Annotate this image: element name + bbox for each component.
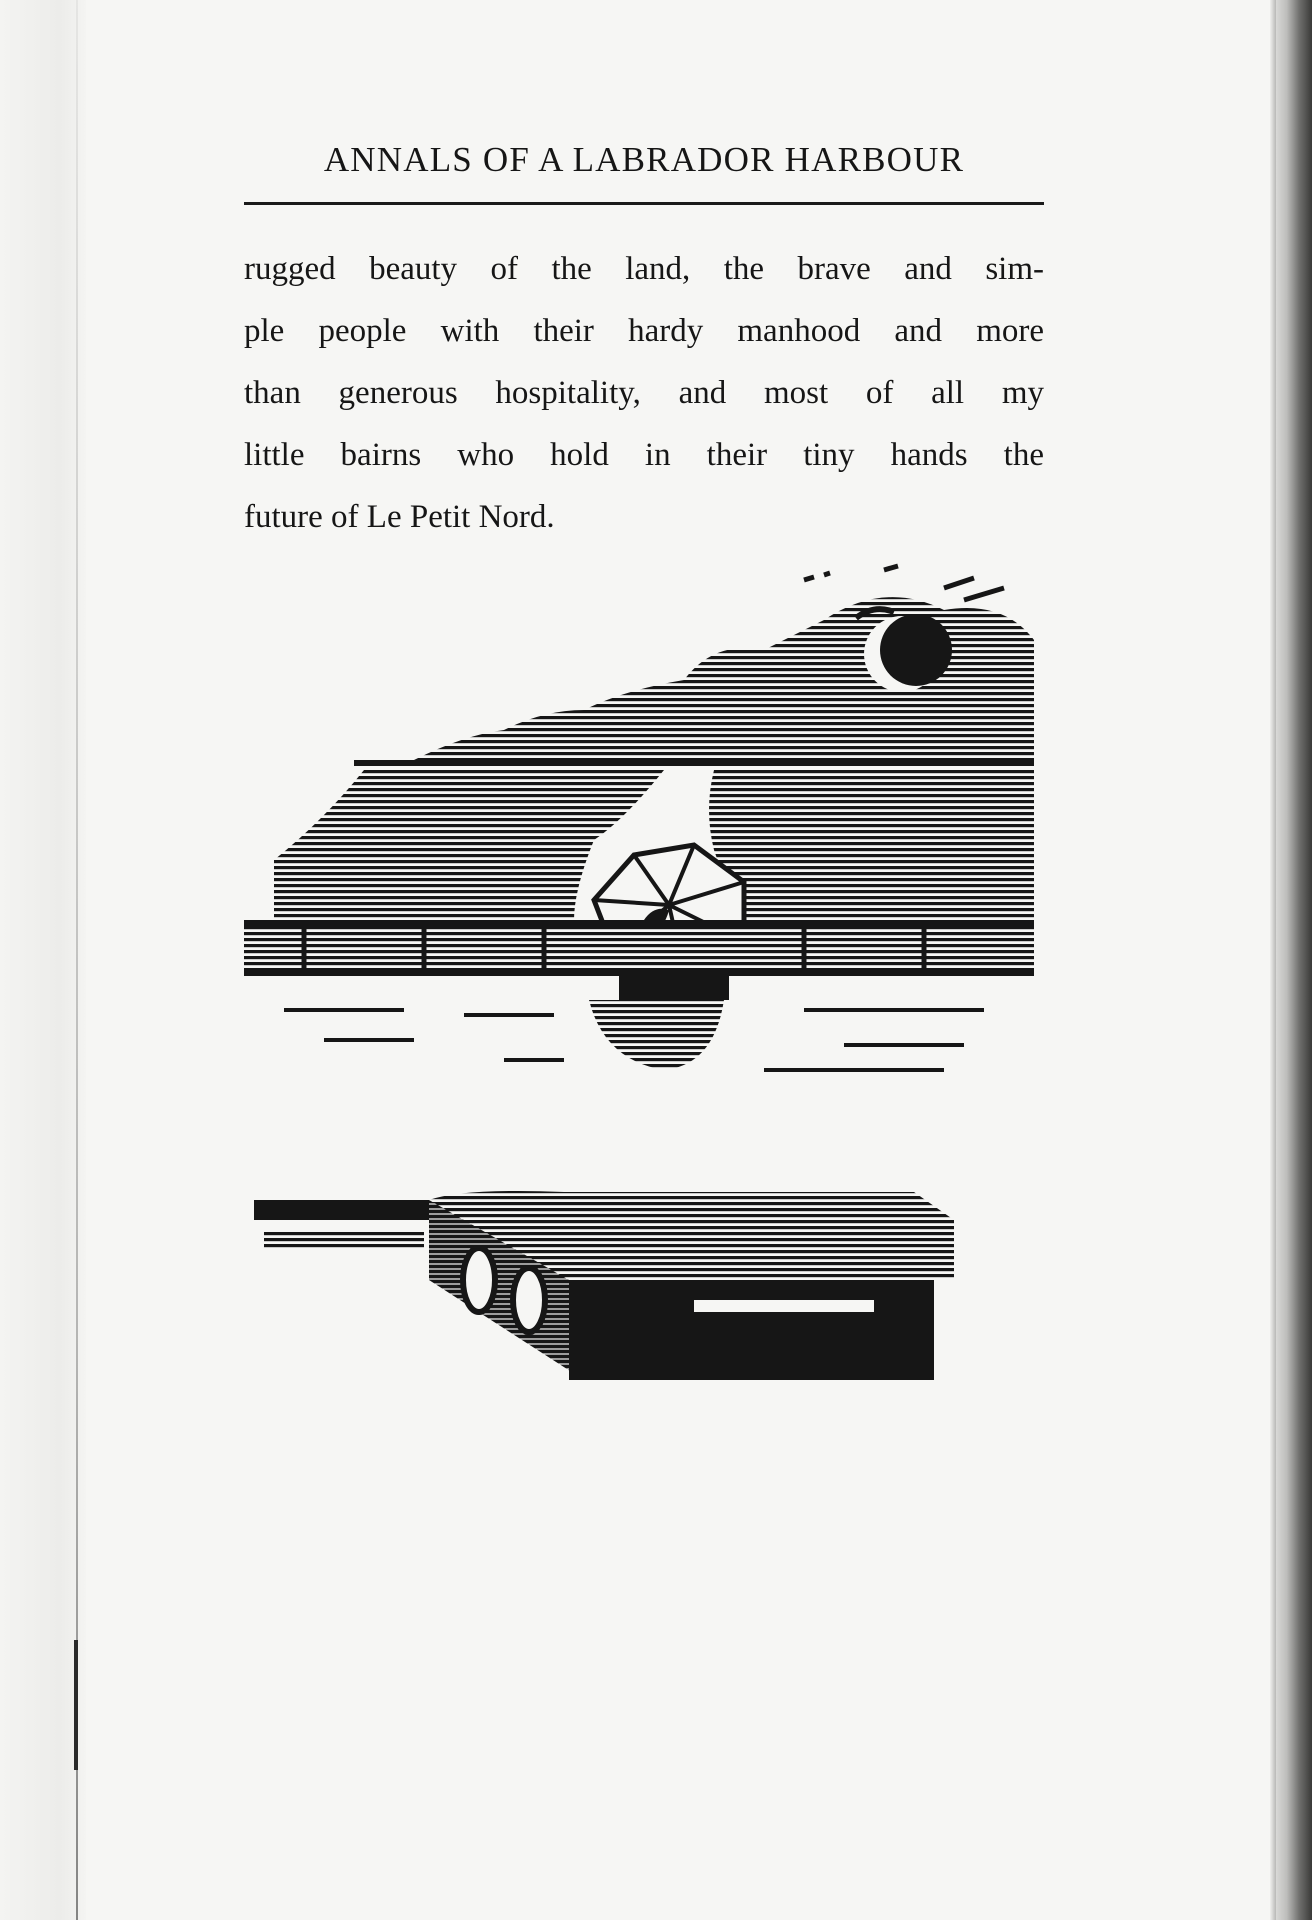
harbour-woodcut-illustration [244,560,1144,1440]
running-head-rule [244,202,1044,205]
body-line: future of Le Petit Nord. [244,499,555,535]
woodcut-svg [244,560,1144,1440]
fishing-stage [254,1191,954,1380]
moon-and-clouds [414,566,1034,760]
body-line: little bairns who hold in their tiny hands the [244,437,1044,473]
binding-gutter [0,0,86,1920]
body-paragraph [244,238,1044,548]
gutter-ink-mark [74,1640,78,1770]
book-page [86,0,1270,1920]
running-head: ANNALS OF A LABRADOR HARBOUR [323,140,965,179]
page-edge-highlight [1270,0,1276,1920]
gutter-shadow-line [76,0,78,1920]
page-edge-shadow [1270,0,1312,1920]
wharf [244,920,1034,1000]
water-reflection [284,1000,984,1070]
body-line: rugged beauty of the land, the brave and sim- [244,251,1044,287]
body-line: ple people with their hardy manhood and more [244,313,1044,349]
body-line: than generous hospitality, and most of all my [244,375,1044,411]
far-shore [354,760,1034,766]
